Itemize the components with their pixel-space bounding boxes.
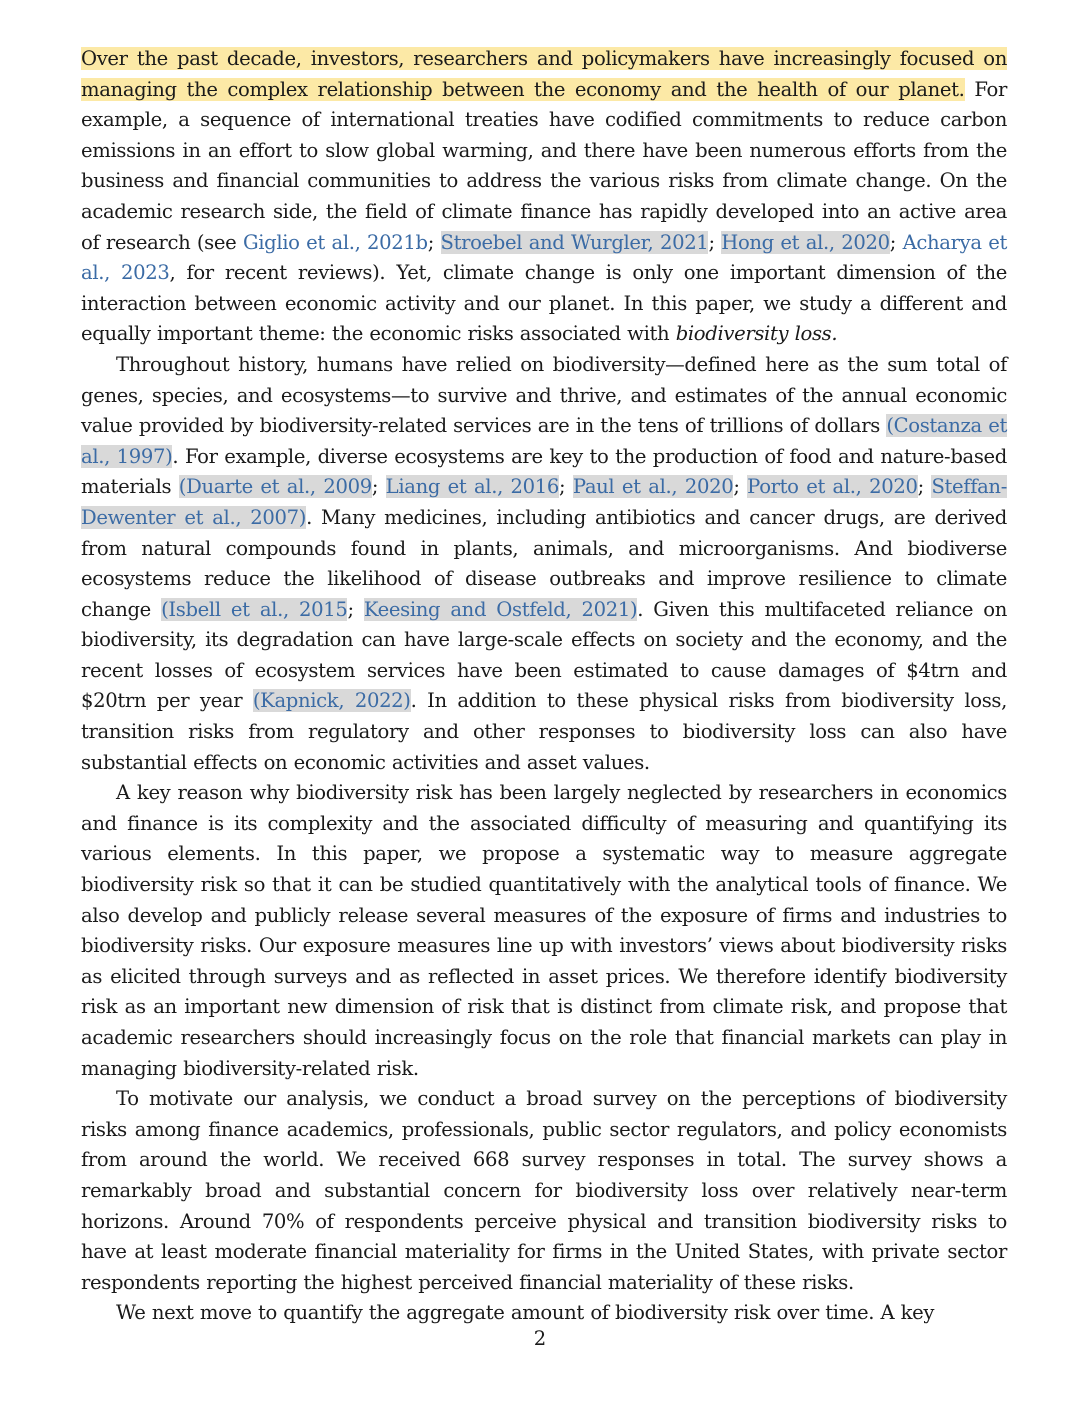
paragraph-4: To motivate our analysis, we conduct a broad survey on the perceptions of biodiversity risks among finance academics, professionals, public sector regulators, and policy economists from around the world. We received 668 survey responses in total. The survey shows a remarkably broad and substantial concern for biodiversity loss over relatively near-term horizons. Around 70% of respondents perceive physical and transition biodiversity risks to have at least moderate financial materiality for firms in the United States, with private sector respondents reporting the highest perceived financial materiality of these risks. bbox=[81, 1087, 1007, 1294]
citation-link[interactable]: (Isbell et al., 2015 bbox=[161, 597, 348, 621]
citation-link[interactable]: (Duarte et al., 2009 bbox=[178, 475, 372, 499]
citation-link[interactable]: Steffan-Dewenter et al., 2007) bbox=[81, 475, 1007, 529]
page-number: 2 bbox=[533, 1327, 547, 1350]
citation-group bbox=[253, 689, 411, 712]
citation-group bbox=[364, 598, 637, 621]
body-text: . Given this multifaceted reliance on biodiversity, its degradation can have large-scale effects on society and the economy, and the recent losses of ecosystem services have been estimated to cause damages of $4trn and $20trn per year bbox=[81, 597, 1007, 713]
paragraph-1 bbox=[81, 44, 1007, 350]
citation-link[interactable]: Acharya et al., 2023 bbox=[81, 230, 1007, 285]
separator: ; bbox=[347, 597, 364, 621]
separator: ; bbox=[917, 475, 932, 499]
citation-link[interactable]: Paul et al., 2020 bbox=[572, 475, 734, 499]
separator: ; bbox=[733, 475, 748, 499]
paper-page bbox=[81, 44, 1007, 1329]
paragraph-2 bbox=[81, 350, 1007, 778]
citation-link[interactable]: Liang et al., 2016 bbox=[385, 475, 560, 499]
body-text: . Many medicines, including antibiotics and cancer drugs, are derived from natural compounds found in plants, animals, and microorganisms. And biodiverse ecosystems reduce the likelihood of disease outbreaks and improve resilience to climate change bbox=[81, 505, 1007, 621]
citation-group bbox=[161, 598, 347, 621]
body-text: For example, a sequence of international treaties have codified commitments to reduce carbon emissions in an effort to slow global warming, and there have been numerous efforts from the business and financial communities to address the various risks from climate change. On the academic research side, the field of climate finance has rapidly developed into an active area of research (see bbox=[81, 77, 1008, 254]
emphasis-text: biodiversity loss. bbox=[675, 322, 838, 346]
citation-link[interactable]: Stroebel and Wurgler, 2021 bbox=[440, 230, 709, 254]
body-text: . In addition to these physical risks from biodiversity loss, transition risks from regulatory and other responses to biodiversity loss can also have substantial effects on economic activities and asset values. bbox=[81, 689, 1008, 774]
yellow-highlight[interactable]: Over the past decade, investors, researchers and policymakers have increasingly focused on managing the complex relationship between the economy and the health of our planet. bbox=[81, 47, 1007, 101]
paragraph-5: We next move to quantify the aggregate amount of biodiversity risk over time. A key bbox=[116, 1301, 935, 1325]
separator: ; bbox=[559, 475, 573, 499]
paragraph-3: A key reason why biodiversity risk has been largely neglected by researchers in economics and finance is its complexity and the associated difficulty of measuring and quantifying its various elements. In this paper, we propose a systematic way to measure aggregate biodiversity risk so that it can be studied quantitatively with the analytical tools of finance. We also develop and publicly release several measures of the exposure of firms and industries to biodiversity risks. Our exposure measures line up with investors’ views about biodiversity risks as elicited through surveys and as reflected in asset prices. We therefore identify biodiversity risk as an important new dimension of risk that is distinct from climate risk, and propose that academic researchers should increasingly focus on the role that financial markets can play in managing biodiversity-related risk. bbox=[81, 781, 1007, 1080]
body-text: Throughout history, humans have relied on biodiversity—defined here as the sum total of genes, species, and ecosystems—to survive and thrive, and estimates of the annual economic value provided by biodiversity-related services are in the tens of trillions of dollars bbox=[81, 352, 1007, 438]
citation-link[interactable]: Keesing and Ostfeld, 2021) bbox=[363, 597, 638, 621]
citation-link[interactable]: (Kapnick, 2022) bbox=[252, 689, 411, 713]
citation-link[interactable]: (Costanza et al., 1997) bbox=[81, 414, 1007, 468]
separator: ; bbox=[427, 230, 441, 254]
separator: ; bbox=[708, 230, 722, 254]
citation-link[interactable]: Hong et al., 2020 bbox=[721, 230, 890, 254]
citation-link[interactable]: Giglio et al., 2021b bbox=[242, 230, 428, 254]
body-text: , for recent reviews). Yet, climate change is only one important dimension of the interaction between economic activity and our planet. In this paper, we study a different and equally important theme: the economic risks associated with bbox=[81, 261, 1007, 346]
citation-group bbox=[179, 475, 372, 498]
separator: ; bbox=[371, 475, 386, 499]
separator: ; bbox=[889, 230, 903, 254]
citation-link[interactable]: Porto et al., 2020 bbox=[747, 475, 918, 499]
body-text: . For example, diverse ecosystems are key to the production of food and nature-based materials bbox=[81, 444, 1007, 499]
